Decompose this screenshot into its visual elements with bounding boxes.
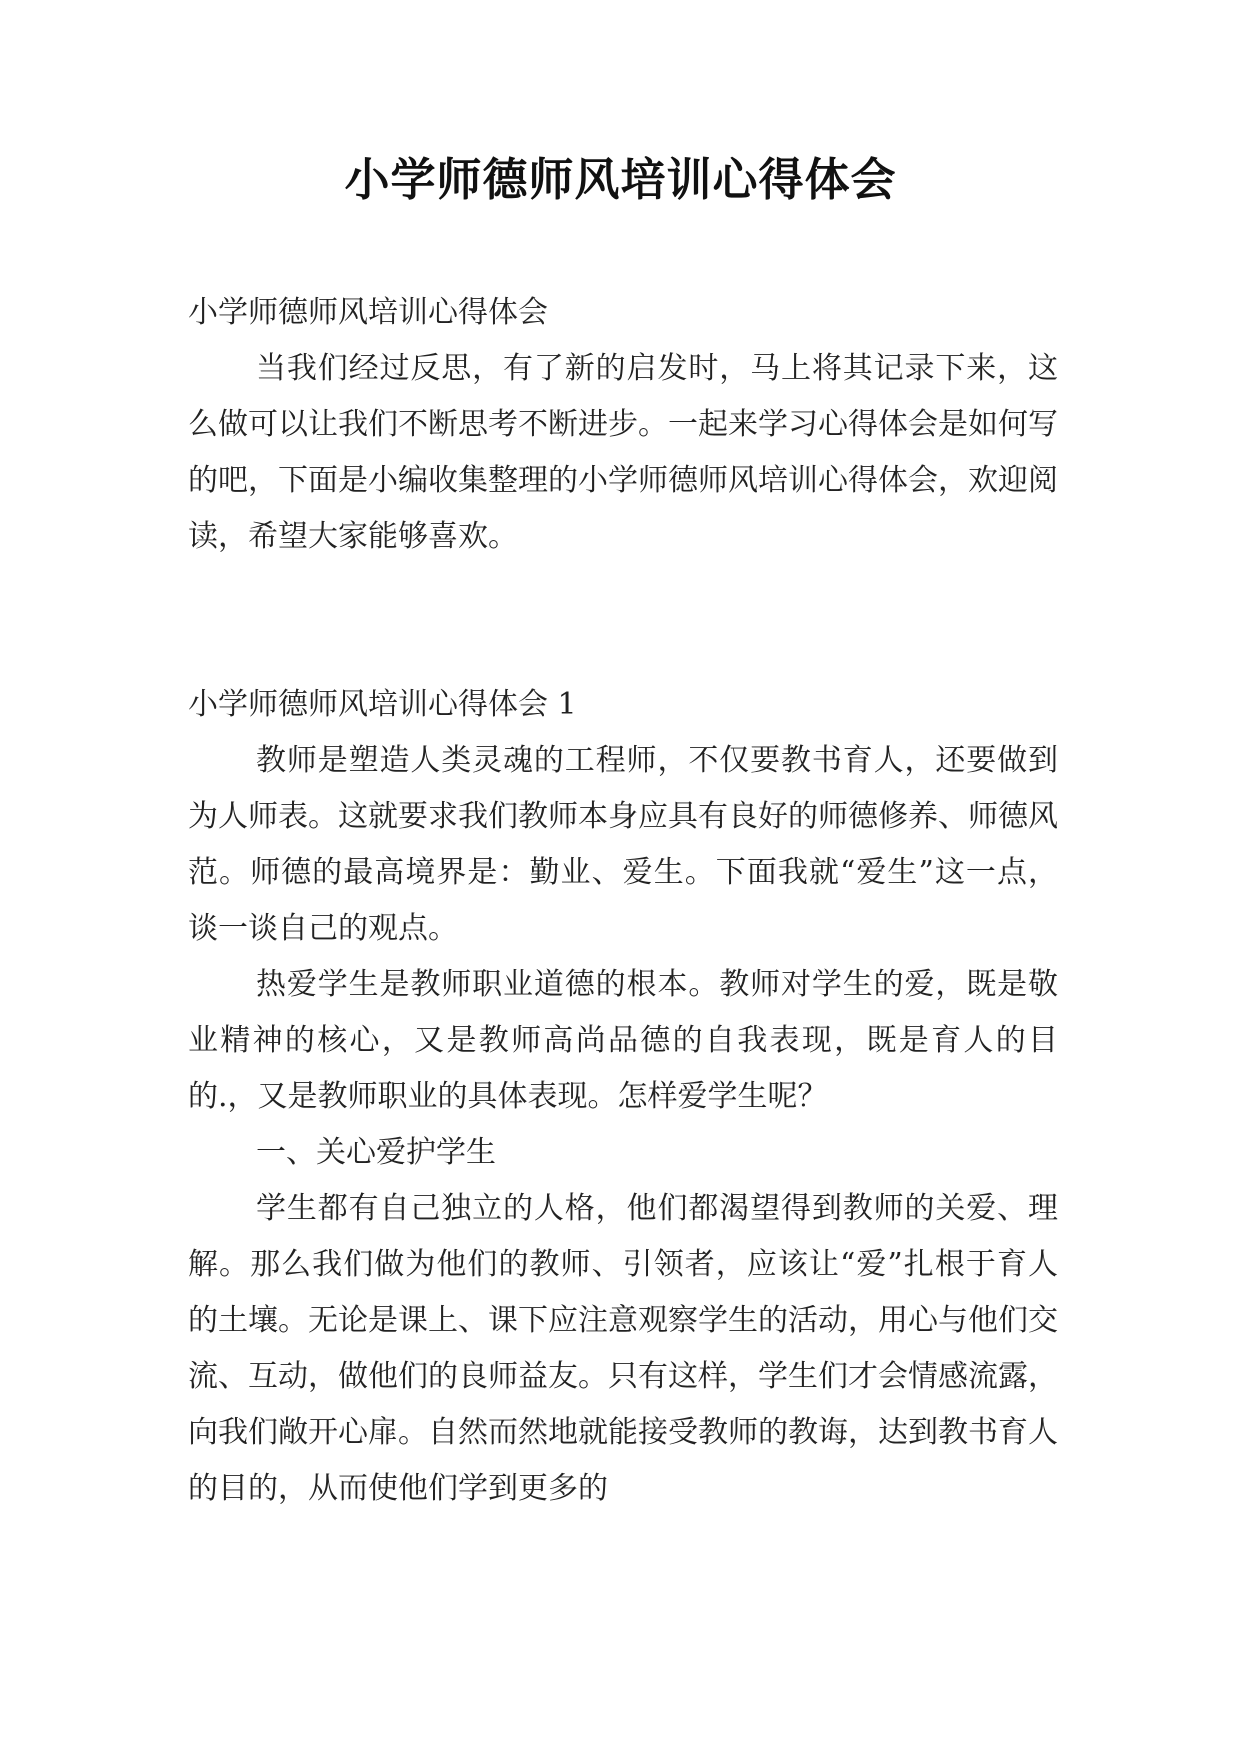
section1-paragraph: 学生都有自己独立的人格，他们都渴望得到教师的关爱、理解。那么我们做为他们的教师、引领者，应该让“爱”扎根于育人的土壤。无论是课上、课下应注意观察学生的活动，用心与他们交流、互动，做他们的良师益友。只有这样，学生们才会情感流露，向我们敞开心扉。自然而然地就能接受教师的教诲，达到教书育人的目的，从而使他们学到更多的 [188,1191,1058,1506]
section1-paragraph: 热爱学生是教师职业道德的根本。教师对学生的爱，既是敬业精神的核心，又是教师高尚品德的自我表现，既是育人的目的.，又是教师职业的具体表现。怎样爱学生呢？ [188,967,1058,1114]
intro-heading: 小学师德师风培训心得体会 [188,295,548,330]
document-body [188,285,1058,1517]
document-title: 小学师德师风培训心得体会 [344,153,897,206]
intro-paragraph: 当我们经过反思，有了新的启发时，马上将其记录下来，这么做可以让我们不断思考不断进步。一起来学习心得体会是如何写的吧，下面是小编收集整理的小学师德师风培训心得体会，欢迎阅读，希望大家能够喜欢。 [188,351,1058,554]
section1-subheading: 一、关心爱护学生 [256,1135,496,1170]
section1-paragraph: 教师是塑造人类灵魂的工程师，不仅要教书育人，还要做到为人师表。这就要求我们教师本身应具有良好的师德修养、师德风范。师德的最高境界是：勤业、爱生。下面我就“爱生”这一点，谈一谈自己的观点。 [188,743,1058,946]
section-spacer [188,565,1058,677]
section1-heading: 小学师德师风培训心得体会 1 [188,687,577,722]
